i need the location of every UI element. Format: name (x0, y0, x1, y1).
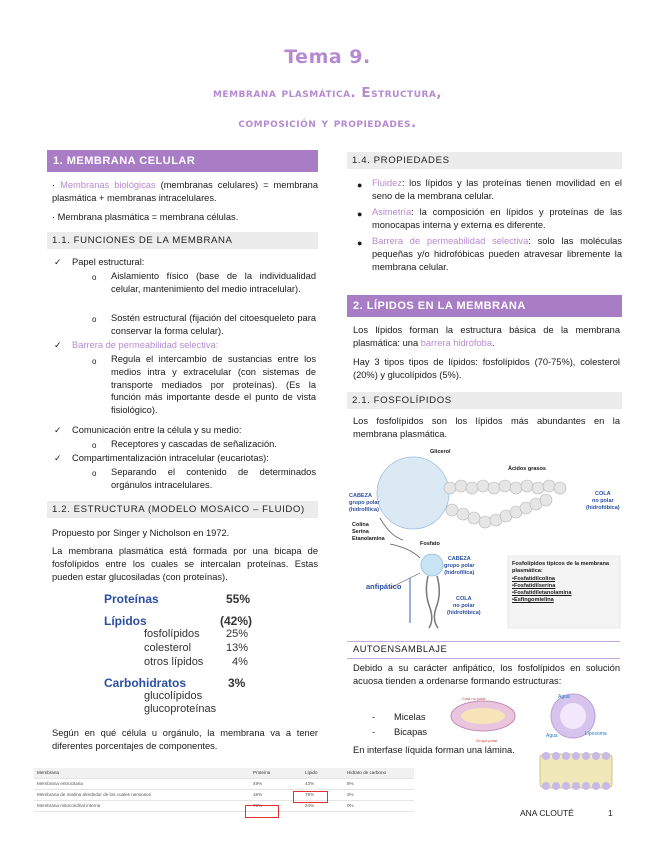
fosfato-label: Fosfato (420, 541, 440, 547)
lamina-paragraph: En interfase líquida forman una lámina. (353, 745, 515, 755)
table-cell: 79% (302, 790, 344, 801)
function-1b: Sostén estructural (fijación del citoesqueleto para conservar la forma celular). (111, 313, 316, 336)
subsection-1-4: 1.4. PROPIEDADES (347, 152, 622, 169)
dash-icon: - (372, 727, 376, 737)
grupo-polar-label: Grupo polar (476, 738, 498, 743)
bullet-icon: ● (357, 238, 363, 248)
section-2-banner: 2. LÍPIDOS EN LA MEMBRANA (347, 295, 622, 317)
table-cell: 18% (250, 790, 302, 801)
typical-title: Fosfolípidos típicos de la membrana plasmática: (512, 561, 609, 575)
table-cell: 24% (302, 801, 344, 812)
arrow-line (390, 544, 420, 558)
cabeza-label-2: CABEZA grupo polar (hidrofílica) (444, 556, 475, 576)
page-number: 1 (608, 808, 613, 818)
table-cell: 3% (344, 790, 414, 801)
table-header-cell: Membrana (34, 768, 250, 779)
cola-no-polar-label: Cola no polar (462, 696, 486, 701)
membrane-composition-table (34, 768, 414, 812)
check-icon: ✓ (54, 425, 62, 435)
lipids-paragraph-1: Los lípidos forman la estructura básica de la membrana plasmática: una barrera hidrófoba. (353, 325, 620, 348)
agua-label-1: Agua (558, 694, 570, 700)
function-3: Comunicación entre la célula y su medio: (72, 425, 242, 435)
page-title: Tema 9. (284, 46, 371, 68)
list-item: •Fosfatidiletanolamina (512, 590, 572, 597)
function-1a: Aislamiento físico (base de la individualidad celular, mantenimiento del medio intracelular). (111, 271, 316, 294)
amphipathic-head (421, 554, 443, 576)
amphipathic-tail-1 (426, 576, 431, 628)
cola-label-1: COLA no polar (hidrofóbica) (586, 491, 620, 511)
table-row (34, 801, 414, 812)
micelle-core (461, 708, 505, 724)
circle-bullet-icon: o (92, 315, 97, 324)
bullet-icon: ● (357, 209, 363, 219)
intro-paragraph-2: · Membrana plasmática = membrana células. (52, 212, 239, 222)
autoensamblaje-heading: AUTOENSAMBLAJE (353, 644, 448, 654)
footer-author: ANA CLOUTÉ (520, 808, 574, 818)
function-2a: Regula el intercambio de sustancias entre los medios intra y extracelular (con sistemas de transporte mediados por proteínas). (Es la función más importante desde el punto de vista fisiológico). (111, 354, 316, 416)
table-row (34, 779, 414, 790)
table-cell: Membrana eritrocitaria (34, 779, 250, 790)
colesterol-pct: 13% (226, 642, 249, 654)
fatty-acid-chain-upper (444, 480, 566, 494)
function-3a: Receptores y cascadas de señalización. (111, 439, 277, 449)
circle-bullet-icon: o (92, 273, 97, 282)
fosfolipidos-label: fosfolípidos (144, 628, 200, 640)
function-4: Compartimentalización intracelular (eucariotas): (72, 453, 269, 463)
typical-phospholipids-list (512, 561, 622, 605)
subsection-1-2: 1.2. ESTRUCTURA (MODELO MOSAICO – FLUIDO) (47, 501, 318, 518)
intro-paragraph: · Membranas biológicas (membranas celulares) = membrana plasmática + membranas intracelulares. (52, 180, 318, 203)
page-subtitle-2: composición y propiedades. (238, 115, 417, 131)
glicerol-label: Glicerol (430, 449, 451, 455)
structure-paragraph-3: Según en qué célula u orgánulo, la membrana va a tener diferentes porcentajes de componentes. (52, 728, 318, 751)
agua-label-2: Agua (546, 733, 558, 739)
liposome-core (560, 703, 586, 729)
table-header-cell: Proteína (250, 768, 302, 779)
table-header-row (34, 768, 414, 779)
glucolipidos-label: glucolípidos (144, 690, 203, 702)
lipids-paragraph-2: Hay 3 tipos tipos de lípidos: fosfolípidos (70-75%), colesterol (20%) y glucolípidos (5%). (353, 357, 620, 380)
list-item: •Esfingomielina (512, 597, 554, 604)
subsection-2-1: 2.1. FOSFOLÍPIDOS (347, 392, 622, 409)
fatty-acid-chain-lower (446, 494, 552, 528)
property-fluidez: Fluidez: los lípidos y las proteínas tienen movilidad en el seno de la membrana celular. (372, 178, 622, 201)
property-asimetria: Asimetría: la composición en lípidos y proteínas de las monocapas interna y externa es diferente. (372, 207, 622, 230)
liposoma-label: Liposoma (585, 731, 607, 737)
page-subtitle-1: membrana plasmática. Estructura, (212, 85, 443, 101)
acidos-label: Ácidos grasos (508, 466, 546, 472)
table-row (34, 790, 414, 801)
lipidos-pct: (42%) (220, 614, 253, 628)
cola-label-2: COLA no polar (hidrofóbica) (447, 596, 481, 616)
proteinas-label: Proteínas (104, 592, 159, 606)
circle-bullet-icon: o (92, 469, 97, 478)
proteinas-pct: 55% (226, 592, 251, 606)
check-icon: ✓ (54, 340, 62, 350)
list-item: •Fosfatidilserina (512, 582, 556, 589)
otros-pct: 4% (232, 656, 248, 668)
carbohidratos-pct: 3% (228, 676, 246, 690)
composition-table (104, 592, 264, 714)
carbohidratos-label: Carbohidratos (104, 676, 187, 690)
highlight-box (293, 791, 328, 803)
bullet-icon: ● (357, 180, 363, 190)
circle-bullet-icon: o (92, 441, 97, 450)
table-cell: 8% (344, 779, 414, 790)
anfipatico-label: anfipático (366, 582, 402, 591)
cabeza-label-1: CABEZA grupo polar (hidrofílica) (349, 493, 380, 513)
colesterol-label: colesterol (144, 642, 192, 654)
table-cell: Membrana de mielina alrededor de los cuales nerviosos (34, 790, 250, 801)
table-cell: 43% (302, 779, 344, 790)
micelas-item: Micelas (394, 712, 426, 722)
subsection-1-1: 1.1. FUNCIONES DE LA MEMBRANA (47, 232, 318, 249)
otros-label: otros lípidos (144, 656, 204, 668)
list-item: •Fosfatidilcolina (512, 575, 555, 582)
table-cell: 76% (250, 801, 302, 812)
lipidos-label: Lípidos (104, 614, 147, 628)
table-header-cell: Hidrato de carbono (344, 768, 414, 779)
table-header-cell: Lípido (302, 768, 344, 779)
divider (347, 641, 620, 642)
glucoproteinas-label: glucoproteínas (144, 703, 217, 715)
table-cell: 49% (250, 779, 302, 790)
polar-head-sphere (377, 457, 449, 529)
fosfolipidos-pct: 25% (226, 628, 249, 640)
head-groups-label: Colina Serina Etanolamina (352, 522, 385, 542)
structure-paragraph-1: Propuesto por Singer y Nicholson en 1972. (52, 528, 230, 538)
bicapas-item: Bicapas (394, 727, 428, 737)
check-icon: ✓ (54, 257, 62, 267)
amphipathic-tail-2 (434, 576, 439, 628)
function-2: Barrera de permeabilidad selectiva: (72, 340, 219, 350)
function-1: Papel estructural: (72, 257, 145, 267)
highlight-box (245, 805, 279, 818)
phospholipids-paragraph: Los fosfolípidos son los lípidos más abundantes en la membrana plasmática. (353, 416, 620, 439)
dash-icon: - (372, 712, 376, 722)
structure-paragraph-2: La membrana plasmática está formada por una bicapa de fosfolípidos entre los cuales se intercalan proteínas. Estas pueden estar glucosiladas (con proteínas). (52, 546, 318, 582)
divider (347, 658, 620, 659)
check-icon: ✓ (54, 453, 62, 463)
table-cell: 0% (344, 801, 414, 812)
property-barrera: Barrera de permeabilidad selectiva: solo las moléculas pequeñas y/o hidrofóbicas pueden atravesar libremente la membrana celular. (372, 236, 622, 272)
function-4a: Separando el contenido de determinados orgánulos intracelulares. (111, 467, 316, 490)
micelle-bilayer-illustration (448, 692, 620, 796)
autoensamblaje-paragraph: Debido a su carácter anfipático, los fosfolípidos en solución acuosa tienden a ordenarse formando estructuras: (353, 663, 620, 686)
table-cell: Membrana mitocondrial interna (34, 801, 250, 812)
circle-bullet-icon: o (92, 357, 97, 366)
section-1-banner: 1. MEMBRANA CELULAR (47, 150, 318, 172)
